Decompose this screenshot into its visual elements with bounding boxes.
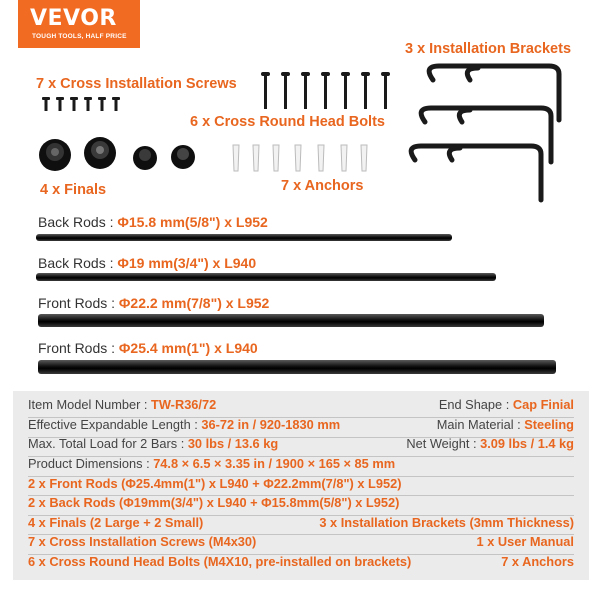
rod-label-4: Front Rods : Φ25.4 mm(1") x L940 <box>38 340 258 356</box>
spec-row-finals: 4 x Finals (2 Large + 2 Small) 3 x Installation Brackets (3mm Thickness) <box>28 515 574 530</box>
spec-row-back-rods: 2 x Back Rods (Φ19mm(3/4") x L940 + Φ15.8mm(5/8") x L952) <box>28 495 400 510</box>
finals-label: 4 x Finals <box>40 182 107 198</box>
front-rod-small <box>38 314 544 327</box>
installation-screws-image <box>42 97 120 111</box>
back-rod-small <box>36 234 452 241</box>
round-head-bolts-image <box>261 72 390 109</box>
logo-brand-text: VEVOR <box>30 6 117 31</box>
spec-row-screws: 7 x Cross Installation Screws (M4x30) 1 x User Manual <box>28 534 574 549</box>
brackets-label: 3 x Installation Brackets <box>405 41 572 57</box>
rod-label-3: Front Rods : Φ22.2 mm(7/8") x L952 <box>38 295 270 311</box>
spec-table <box>13 391 589 580</box>
spec-row-dimensions: Product Dimensions : 74.8 × 6.5 × 3.35 in / 1900 × 165 × 85 mm <box>28 456 396 471</box>
anchors-image <box>233 145 367 171</box>
spec-row-length: Effective Expandable Length : 36-72 in / 920-1830 mm Main Material : Steeling <box>28 417 574 432</box>
anchors-label: 7 x Anchors <box>281 178 364 194</box>
hardware-illustration <box>0 0 600 210</box>
bolts-label: 6 x Cross Round Head Bolts <box>190 114 385 130</box>
spec-row-bolts: 6 x Cross Round Head Bolts (M4X10, pre-installed on brackets) 7 x Anchors <box>28 554 574 569</box>
logo-tagline: TOUGH TOOLS, HALF PRICE <box>32 33 127 40</box>
screws-label: 7 x Cross Installation Screws <box>36 76 237 92</box>
front-rod-large <box>38 360 556 374</box>
finals-image <box>39 137 195 171</box>
spec-row-load: Max. Total Load for 2 Bars : 30 lbs / 13.6 kg Net Weight : 3.09 lbs / 1.4 kg <box>28 436 574 451</box>
rod-label-2: Back Rods : Φ19 mm(3/4") x L940 <box>38 255 257 271</box>
back-rod-large <box>36 273 496 281</box>
spec-row-model: Item Model Number : TW-R36/72 End Shape : Cap Finial <box>28 397 574 412</box>
spec-row-front-rods: 2 x Front Rods (Φ25.4mm(1") x L940 + Φ22.2mm(7/8") x L952) <box>28 476 402 491</box>
rod-label-1: Back Rods : Φ15.8 mm(5/8") x L952 <box>38 214 268 230</box>
installation-brackets-image <box>411 66 559 200</box>
